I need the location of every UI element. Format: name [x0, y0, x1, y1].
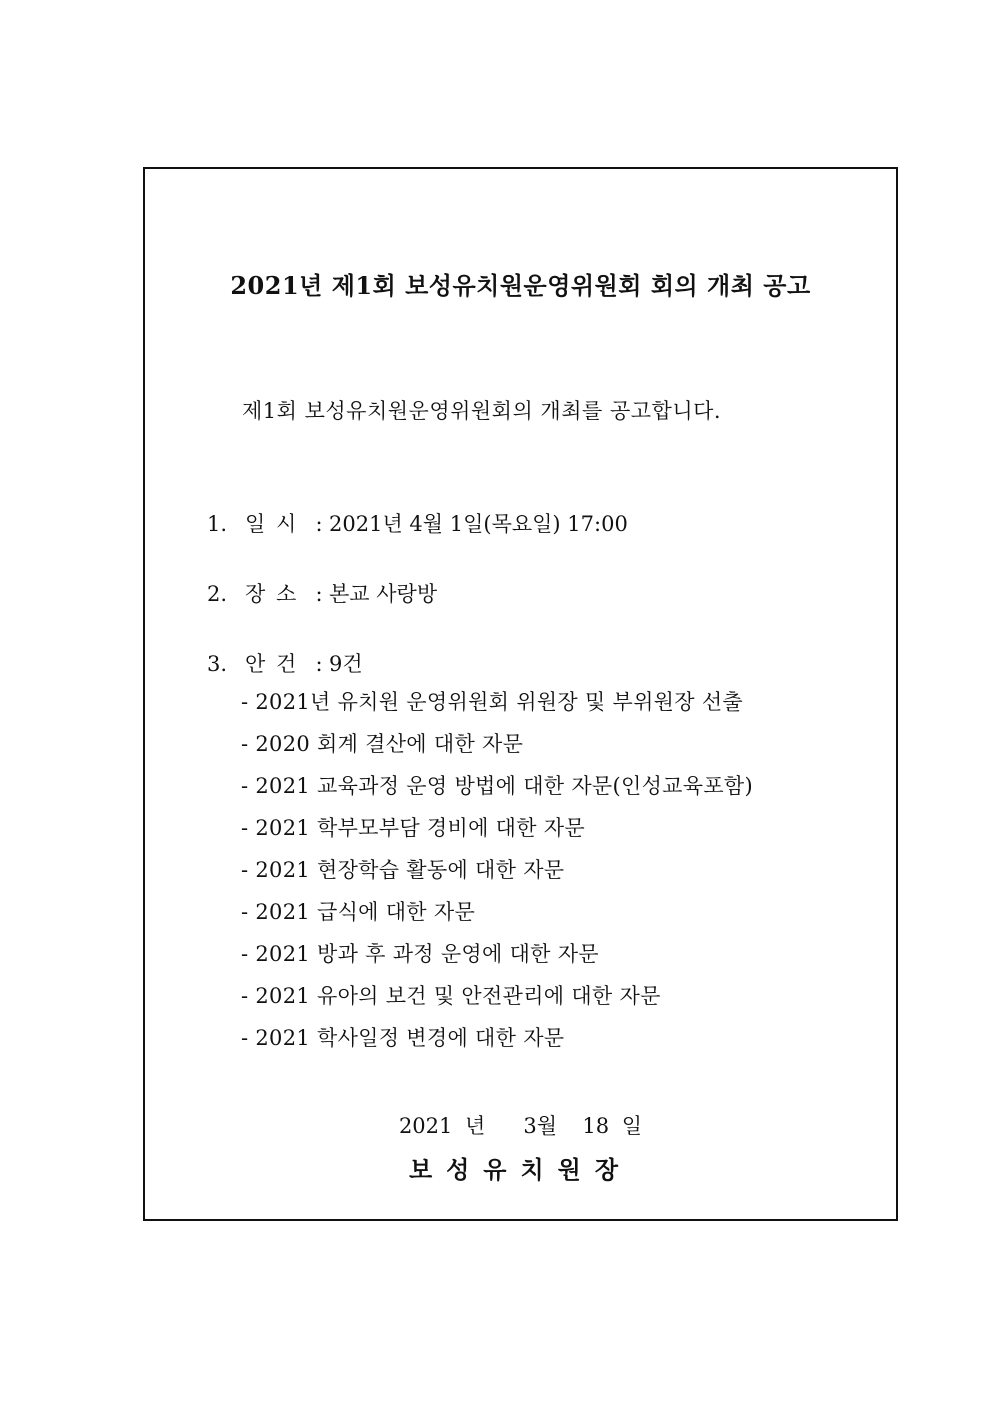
notice-box: [143, 167, 898, 1221]
item-datetime: [207, 508, 628, 538]
item-value: 본교 사랑방: [329, 582, 438, 606]
agenda-item: - 2021년 유치원 운영위원회 위원장 및 부위원장 선출: [241, 690, 743, 714]
item-label: 일 시: [245, 512, 299, 536]
notice-date: 2021 년 3월 18 일: [398, 1114, 643, 1138]
agenda-list: [241, 686, 753, 1064]
item-number: 1.: [207, 512, 228, 536]
agenda-item: - 2021 교육과정 운영 방법에 대한 자문(인성교육포함): [241, 774, 754, 798]
agenda-item: - 2021 유아의 보건 및 안전관리에 대한 자문: [241, 984, 661, 1008]
item-value: 2021년 4월 1일(목요일) 17:00: [329, 512, 628, 536]
agenda-item: - 2021 학부모부담 경비에 대한 자문: [241, 816, 585, 840]
signer-name: 보성유치원장: [408, 1155, 633, 1184]
agenda-item: - 2020 회계 결산에 대한 자문: [241, 732, 524, 756]
agenda-item: - 2021 현장학습 활동에 대한 자문: [241, 858, 565, 882]
item-value: 9건: [329, 652, 363, 676]
item-number: 3.: [207, 652, 228, 676]
item-colon: :: [315, 512, 323, 536]
notice-title: 2021년 제1회 보성유치원운영위원회 회의 개최 공고: [230, 271, 811, 300]
item-agenda: [207, 648, 363, 678]
notice-intro: 제1회 보성유치원운영위원회의 개최를 공고합니다.: [242, 399, 722, 423]
agenda-item: - 2021 급식에 대한 자문: [241, 900, 476, 924]
agenda-item: - 2021 방과 후 과정 운영에 대한 자문: [241, 942, 599, 966]
item-place: [207, 578, 437, 608]
agenda-item: - 2021 학사일정 변경에 대한 자문: [241, 1026, 565, 1050]
item-label: 장 소: [245, 582, 299, 606]
item-colon: :: [315, 652, 323, 676]
item-colon: :: [315, 582, 323, 606]
item-label: 안 건: [245, 652, 299, 676]
item-number: 2.: [207, 582, 228, 606]
